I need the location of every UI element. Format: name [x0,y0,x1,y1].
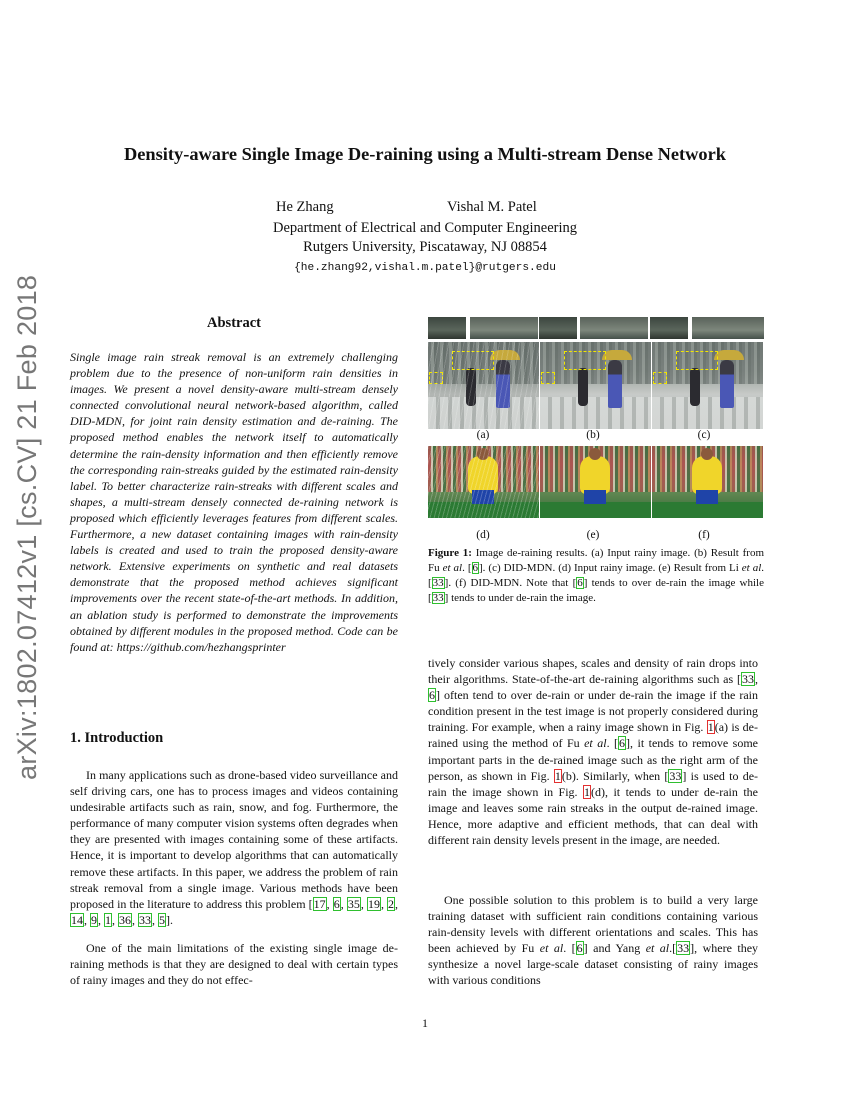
caption-label: Figure 1: [428,547,472,559]
caption-text: . (f) DID-MDN. Note that [448,577,569,589]
thumbnail-image [539,317,577,339]
author-email[interactable]: {he.zhang92,vishal.m.patel}@rutgers.edu [294,262,556,274]
author-name: Vishal M. Patel [447,199,537,215]
paragraph-text: One possible solution to this problem is to build a very large training dataset with sufficient rain conditions containing various rain-density levels with different orientations and scales. This has been achieved by Fu [428,893,758,956]
figure-thumbnail-strip [428,315,764,339]
citation-list[interactable]: 17, 6, 35, 19, 2, 14, 9, 1, 36, 33, 5 [71,896,399,927]
figure-link[interactable]: 1 [584,784,591,799]
caption-text: tends to under de-rain the image. [451,592,596,604]
figure-panel-c [652,342,763,429]
thumbnail-image [692,317,764,339]
page-number: 1 [422,1016,428,1030]
et-al: et al [584,736,607,751]
citation-link[interactable]: 6 [333,896,340,911]
citation-link[interactable]: 9 [91,912,97,927]
subfigure-label: (e) [586,529,600,541]
citation-link[interactable]: 2 [388,896,395,911]
paragraph-text: In many applications such as drone-based video surveillance and self driving cars, one has to process images and videos containing undesirable artifacts such as rain, snow, and fog. Furthermore, the performance of many computer vision systems often degrades when they are presented with images containing some of these artifacts. Hence, it is important to develop algorithms that can automatically remove these artifacts. In this paper, we address the problem of rain streak removal from a single image. Various methods have been proposed in the literature to address this problem [70,768,398,911]
et-al: et al [645,941,670,956]
intro-paragraph: One of the main limitations of the existing single image de-raining methods is that they are designed to deal with certain types of rainy images and they do not effec- [70,941,398,988]
subfigure-label: (d) [476,529,490,541]
citation-link[interactable]: 5 [159,912,165,927]
body-paragraph: tively consider various shapes, scales and density of rain drops into their algorithms. State-of-the-art de-raining algorithms such as [33, 6] often tend to over de-rain or under de-rain the image if the rain condition present in the test image is not properly considered during training. For example, when a rainy image shown in Fig. 1(a) is de-rained using the method of Fu et al. [6], it tends to remove some important parts in the de-rained image such as the right arm of the person, as shown in Fig. 1(b). Similarly, when [33] is used to de-rain the image shown in Fig. 1(d), it tends to under de-rain the image and leaves some rain streaks in the output de-rained image. Hence, more adaptive and efficient methods, that can deal with different rain density levels present in the image, are needed. [428,656,759,848]
paper-title: Density-aware Single Image De-raining using a Multi-stream Dense Network [123,144,727,164]
subfigure-label: (c) [697,429,711,441]
section-heading-introduction: 1. Introduction [70,730,164,746]
caption-text: Image de-raining results. (a) Input rainy image. (b) Result from Fu [428,547,764,574]
citation-link[interactable]: 6 [429,688,435,703]
citation-link[interactable]: 33 [432,577,444,589]
body-paragraph: One possible solution to this problem is to build a very large training dataset with sufficient rain conditions containing various rain-density levels with different orientations and scales. This has been achieved by Fu et al. [6] and Yang et al.[33], where they synthesize a novel large-scale dataset consisting of rainy images with various conditions [428,893,759,988]
paragraph-text: and Yang [593,941,641,956]
figure-1 [428,315,764,610]
abstract-text: Single image rain streak removal is an extremely challenging problem due to the presence of non-uniform rain densities in images. We present a novel density-aware multi-stream densely connected convolutional neural network-based algorithm, called DID-MDN, for joint rain density estimation and de-raining. The proposed method enables the network itself to automatically determine the rain-density information and then efficiently remove the corresponding rain-streaks guided by the estimated rain-density label. To better characterize rain-streaks with different scales and shapes, a multi-stream densely connected de-raining network is proposed which efficiently leverages features from different scales. Furthermore, a new dataset containing images with rain-density labels is created and used to train the proposed density-aware network. Extensive experiments on synthetic and real datasets demonstrate that the proposed method achieves significant improvements over the recent state-of-the-art methods. In addition, an ablation study is performed to demonstrate the improvements obtained by different modules in the proposed method. Code can be found at: https://github.com/hezhangsprinter [70,350,398,654]
subfigure-label: (b) [586,429,600,441]
author-name: He Zhang [276,199,334,215]
affiliation-department: Department of Electrical and Computer Engineering [273,220,577,236]
paragraph-text: is used to de-rain the image shown in Fig. [428,768,759,799]
abstract-heading: Abstract [207,315,261,331]
citation-link[interactable]: 33 [669,768,682,783]
paragraph-text: (a) is de-rained using the method of Fu [428,720,758,751]
paragraph-text: (b). Similarly, when [561,768,661,783]
thumbnail-image [470,317,538,339]
figure-caption: Figure 1: Image de-raining results. (a) Input rainy image. (b) Result from Fu et al. [6]. (c) DID-MDN. (d) Input rainy image. (e) Result from Li et al. [33]. (f) DID-MDN. Note that [6] tends to over de-rain the image while [33] tends to under de-rain the image. [428,547,765,604]
paragraph-text: often tend to over de-rain or under de-rain the image if the rain condition present in the test image is not properly considered during training. For example, when a rainy image shown in Fig. [428,688,759,735]
subfigure-label: (a) [476,429,490,441]
figure-panel-f [652,446,763,518]
citation-link[interactable]: 33 [677,941,690,956]
citation-link[interactable]: 17 [313,896,326,911]
paragraph-text: tively consider various shapes, scales and density of rain drops into their algorithms. State-of-the-art de-raining algorithms such as [428,656,758,687]
citation-link[interactable]: 35 [347,896,360,911]
caption-text: tends to over de-rain the image while [591,577,764,589]
figure-link[interactable]: 1 [707,720,714,735]
citation-link[interactable]: 6 [576,941,583,956]
subfigure-label: (f) [698,529,710,541]
figure-panel-e [540,446,651,518]
thumbnail-image [428,317,466,339]
citation-link[interactable]: 33 [742,672,755,687]
paragraph-text: , it tends to remove some important parts in the de-rained image such as the right arm of the person, as shown in Fig. [428,736,759,783]
citation-link[interactable]: 33 [432,592,444,604]
affiliation-university: Rutgers University, Piscataway, NJ 08854 [303,239,547,255]
figure-panel-b [540,342,651,429]
citation-link[interactable]: 33 [139,912,151,927]
figure-panel-a [428,342,539,429]
citation-link[interactable]: 36 [119,912,131,927]
arxiv-identifier: arXiv:1802.07412v1 [cs.CV] 21 Feb 2018 [12,274,42,780]
intro-paragraph: In many applications such as drone-based video surveillance and self driving cars, one has to process images and videos containing undesirable artifacts such as rain, snow, and fog. Furthermore, the performance of many computer vision systems often degrades when they are presented with images containing some of these artifacts. Hence, it is important to develop algorithms that can automatically remove these artifacts. In this paper, we address the problem of rain streak removal from a single image. Various methods have been proposed in the literature to address this problem [17, 6, 35, 19, 2, 14, 9, 1, 36, 33, 5]. [70,768,399,927]
et-al: et al [442,562,463,574]
citation-link[interactable]: 19 [367,896,380,911]
figure-link[interactable]: 1 [554,768,561,783]
et-al: et al [741,562,762,574]
paragraph-text: (d), it tends to under de-rain the image and leaves some rain streaks in the output de-rained image. Hence, more adaptive and efficient methods, that can deal with different rain density levels present in the image, are needed. [428,784,758,848]
citation-link[interactable]: 6 [619,736,626,751]
paragraph-text: , where they synthesize a novel large-scale dataset consisting of rainy images with various conditions [428,941,759,988]
thumbnail-image [650,317,688,339]
thumbnail-image [580,317,648,339]
caption-text: . (c) DID-MDN. (d) Input rainy image. (e) Result from Li [482,562,739,574]
et-al: et al [539,941,564,956]
citation-link[interactable]: 6 [577,577,583,589]
citation-link[interactable]: 14 [71,912,83,927]
affiliation [200,219,650,257]
citation-link[interactable]: 1 [105,912,111,927]
figure-panel-d [428,446,539,518]
citation-link[interactable]: 6 [472,562,478,574]
